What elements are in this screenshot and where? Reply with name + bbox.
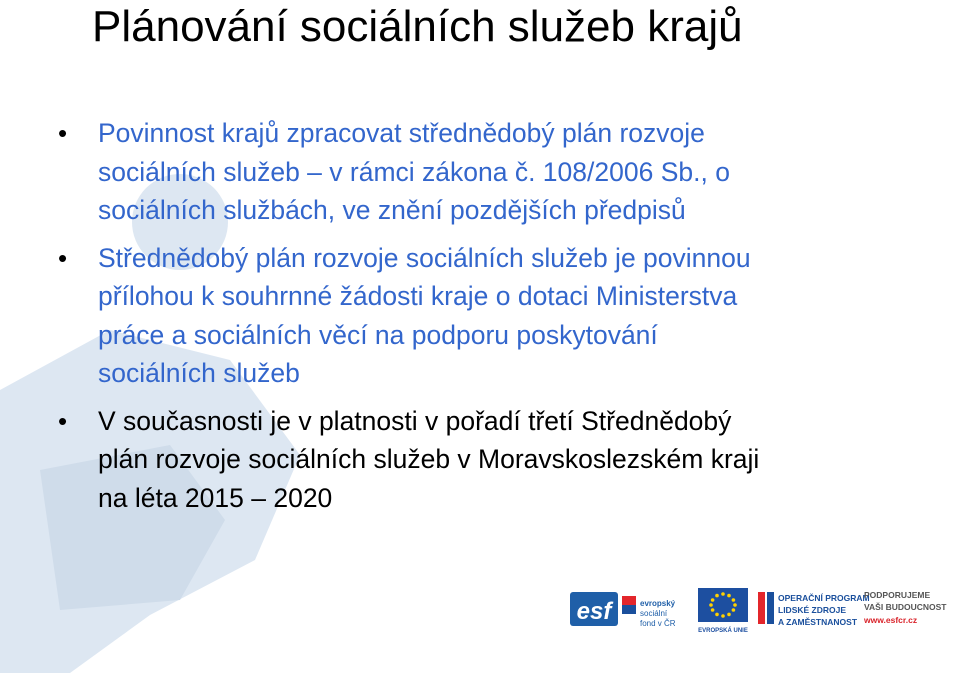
bullet-line: plán rozvoje sociálních služeb v Moravskoslezském kraji <box>98 444 760 474</box>
esf-logo-mark: esf <box>576 598 612 625</box>
bullet-line: sociálních službách, ve znění pozdějších předpisů <box>98 195 686 225</box>
esf-caption-line: evropský <box>640 599 676 608</box>
slogan-url: www.esfcr.cz <box>864 615 918 625</box>
esf-logo <box>570 586 688 634</box>
slogan-logo <box>864 586 960 634</box>
bullet-item <box>58 402 948 518</box>
bullet-line: sociálních služeb <box>98 358 300 388</box>
esf-caption-line: sociální <box>640 609 668 618</box>
op-logo-bar-icon <box>758 592 765 624</box>
op-text-line: OPERAČNÍ PROGRAM <box>778 593 870 603</box>
bullet-text <box>98 402 948 518</box>
bullet-line: práce a sociálních věcí na podporu poskytování <box>98 319 658 350</box>
bullet-line: Střednědobý plán rozvoje sociálních služeb je povinnou <box>98 242 751 273</box>
bullet-text <box>98 114 948 230</box>
eu-caption: EVROPSKÁ UNIE <box>698 628 748 634</box>
bullet-icon: • <box>58 405 68 436</box>
bullet-line: na léta 2015 – 2020 <box>98 482 333 513</box>
op-text-line: LIDSKÉ ZDROJE <box>778 605 847 615</box>
op-text-line: A ZAMĚSTNANOST <box>778 617 858 627</box>
op-logo-bar-icon <box>767 592 774 624</box>
bullet-list <box>58 114 948 526</box>
bullet-text <box>98 239 948 393</box>
slide-title: Plánování sociálních služeb krajů <box>92 2 743 51</box>
op-zaminstanost-logo <box>758 586 870 634</box>
bullet-line: přílohou k souhrnné žádosti kraje o dotaci Ministerstva <box>98 281 738 311</box>
esf-caption-line: fond v ČR <box>640 619 676 628</box>
bullet-icon: • <box>58 118 68 148</box>
eu-flag-logo <box>696 586 750 634</box>
bullet-line: Povinnost krajů zpracovat střednědobý plán rozvoje <box>98 118 705 148</box>
flag-icon <box>622 596 636 605</box>
flag-icon-stripe <box>622 605 636 614</box>
bullet-icon: • <box>58 242 68 273</box>
bullet-line: sociálních služeb – v rámci zákona č. 108/2006 Sb., o <box>98 156 730 187</box>
bullet-line: V současnosti je v platnosti v pořadí třetí Střednědobý <box>98 405 732 436</box>
bullet-item <box>58 114 948 230</box>
bullet-item <box>58 239 948 393</box>
slogan-line: VAŠI BUDOUCNOST <box>864 602 947 612</box>
footer-logos <box>570 586 960 636</box>
slogan-line: PODPORUJEME <box>864 590 931 600</box>
